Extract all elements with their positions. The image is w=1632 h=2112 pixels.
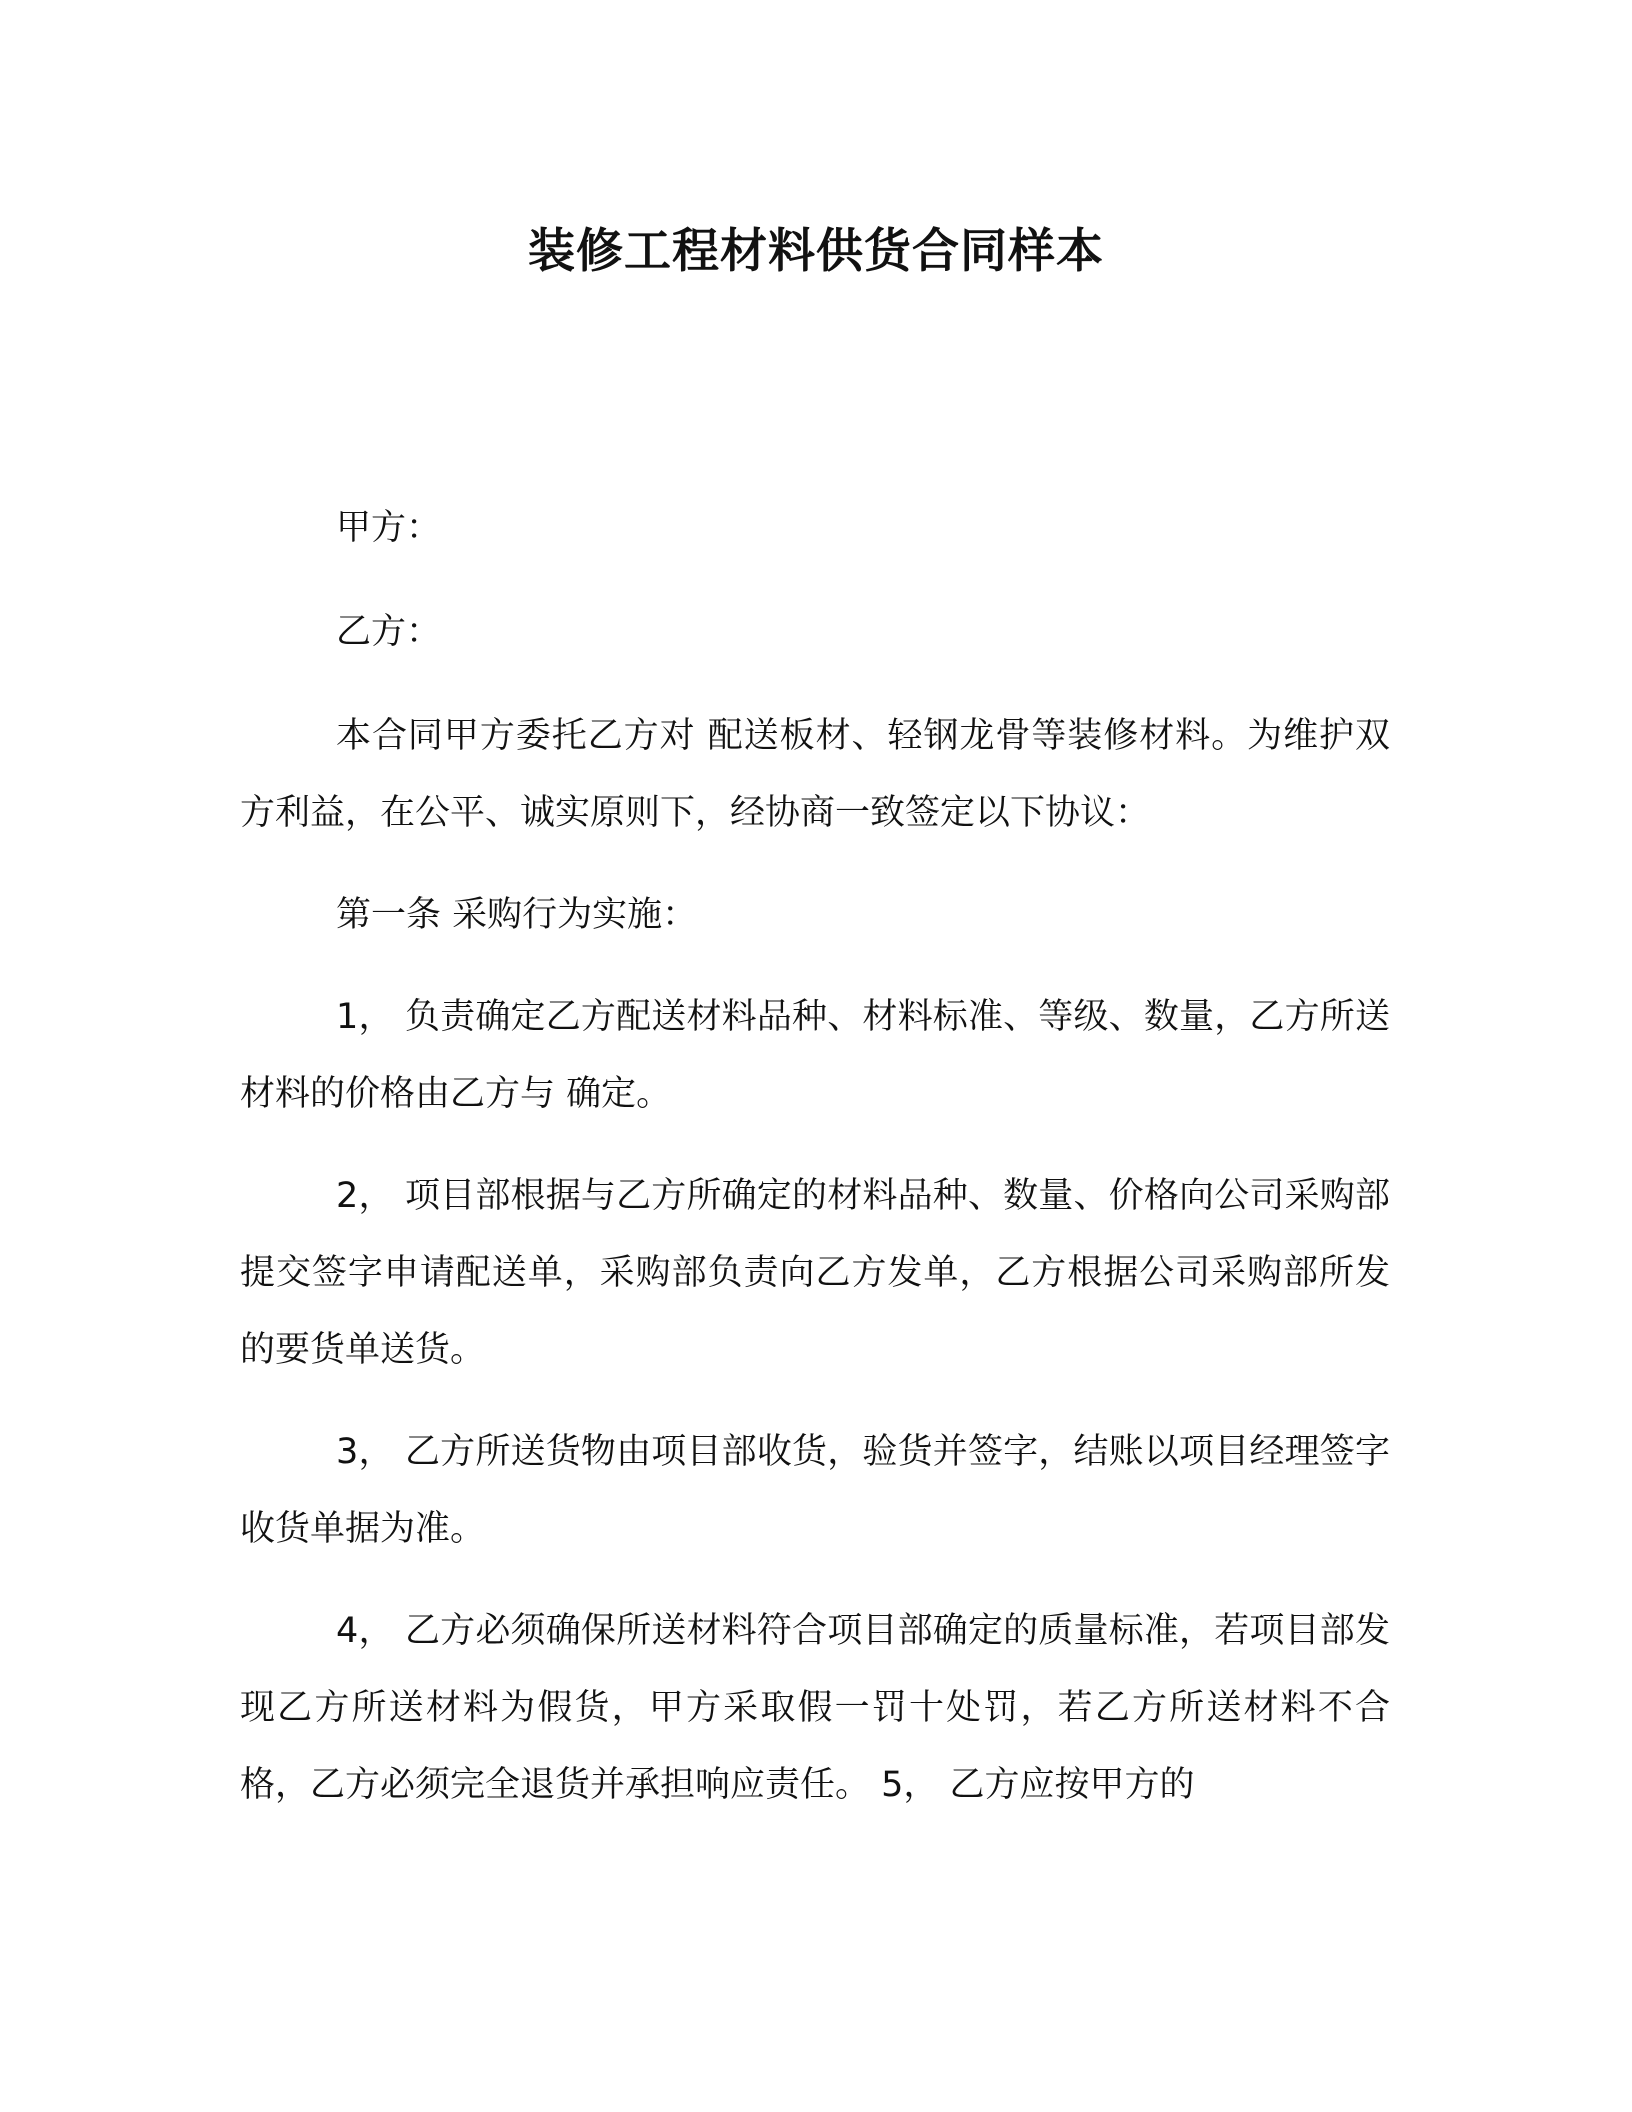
clause-2: 2， 项目部根据与乙方所确定的材料品种、数量、价格向公司采购部提交签字申请配送单，采购部负责向乙方发单，乙方根据公司采购部所发的要货单送货。 xyxy=(240,1176,1390,1370)
clause-4: 4， 乙方必须确保所送材料符合项目部确定的质量标准，若项目部发现乙方所送材料为假货，甲方采取假一罚十处罚，若乙方所送材料不合格，乙方必须完全退货并承担响应责任。 5， 乙方应按甲方的 xyxy=(240,1611,1390,1805)
party-a-line: 甲方： xyxy=(336,508,442,548)
clause-3: 3， 乙方所送货物由项目部收货，验货并签字，结账以项目经理签字收货单据为准。 xyxy=(240,1432,1390,1549)
intro-paragraph: 本合同甲方委托乙方对 配送板材、轻钢龙骨等装修材料。为维护双方利益，在公平、诚实原则下，经协商一致签定以下协议： xyxy=(240,716,1390,833)
party-b-line: 乙方： xyxy=(336,612,442,652)
article-1-heading: 第一条 采购行为实施： xyxy=(336,895,698,935)
document-body xyxy=(240,490,1390,1849)
document-title: 装修工程材料供货合同样本 xyxy=(528,224,1104,279)
clause-1: 1， 负责确定乙方配送材料品种、材料标准、等级、数量，乙方所送材料的价格由乙方与 确定。 xyxy=(240,997,1390,1114)
